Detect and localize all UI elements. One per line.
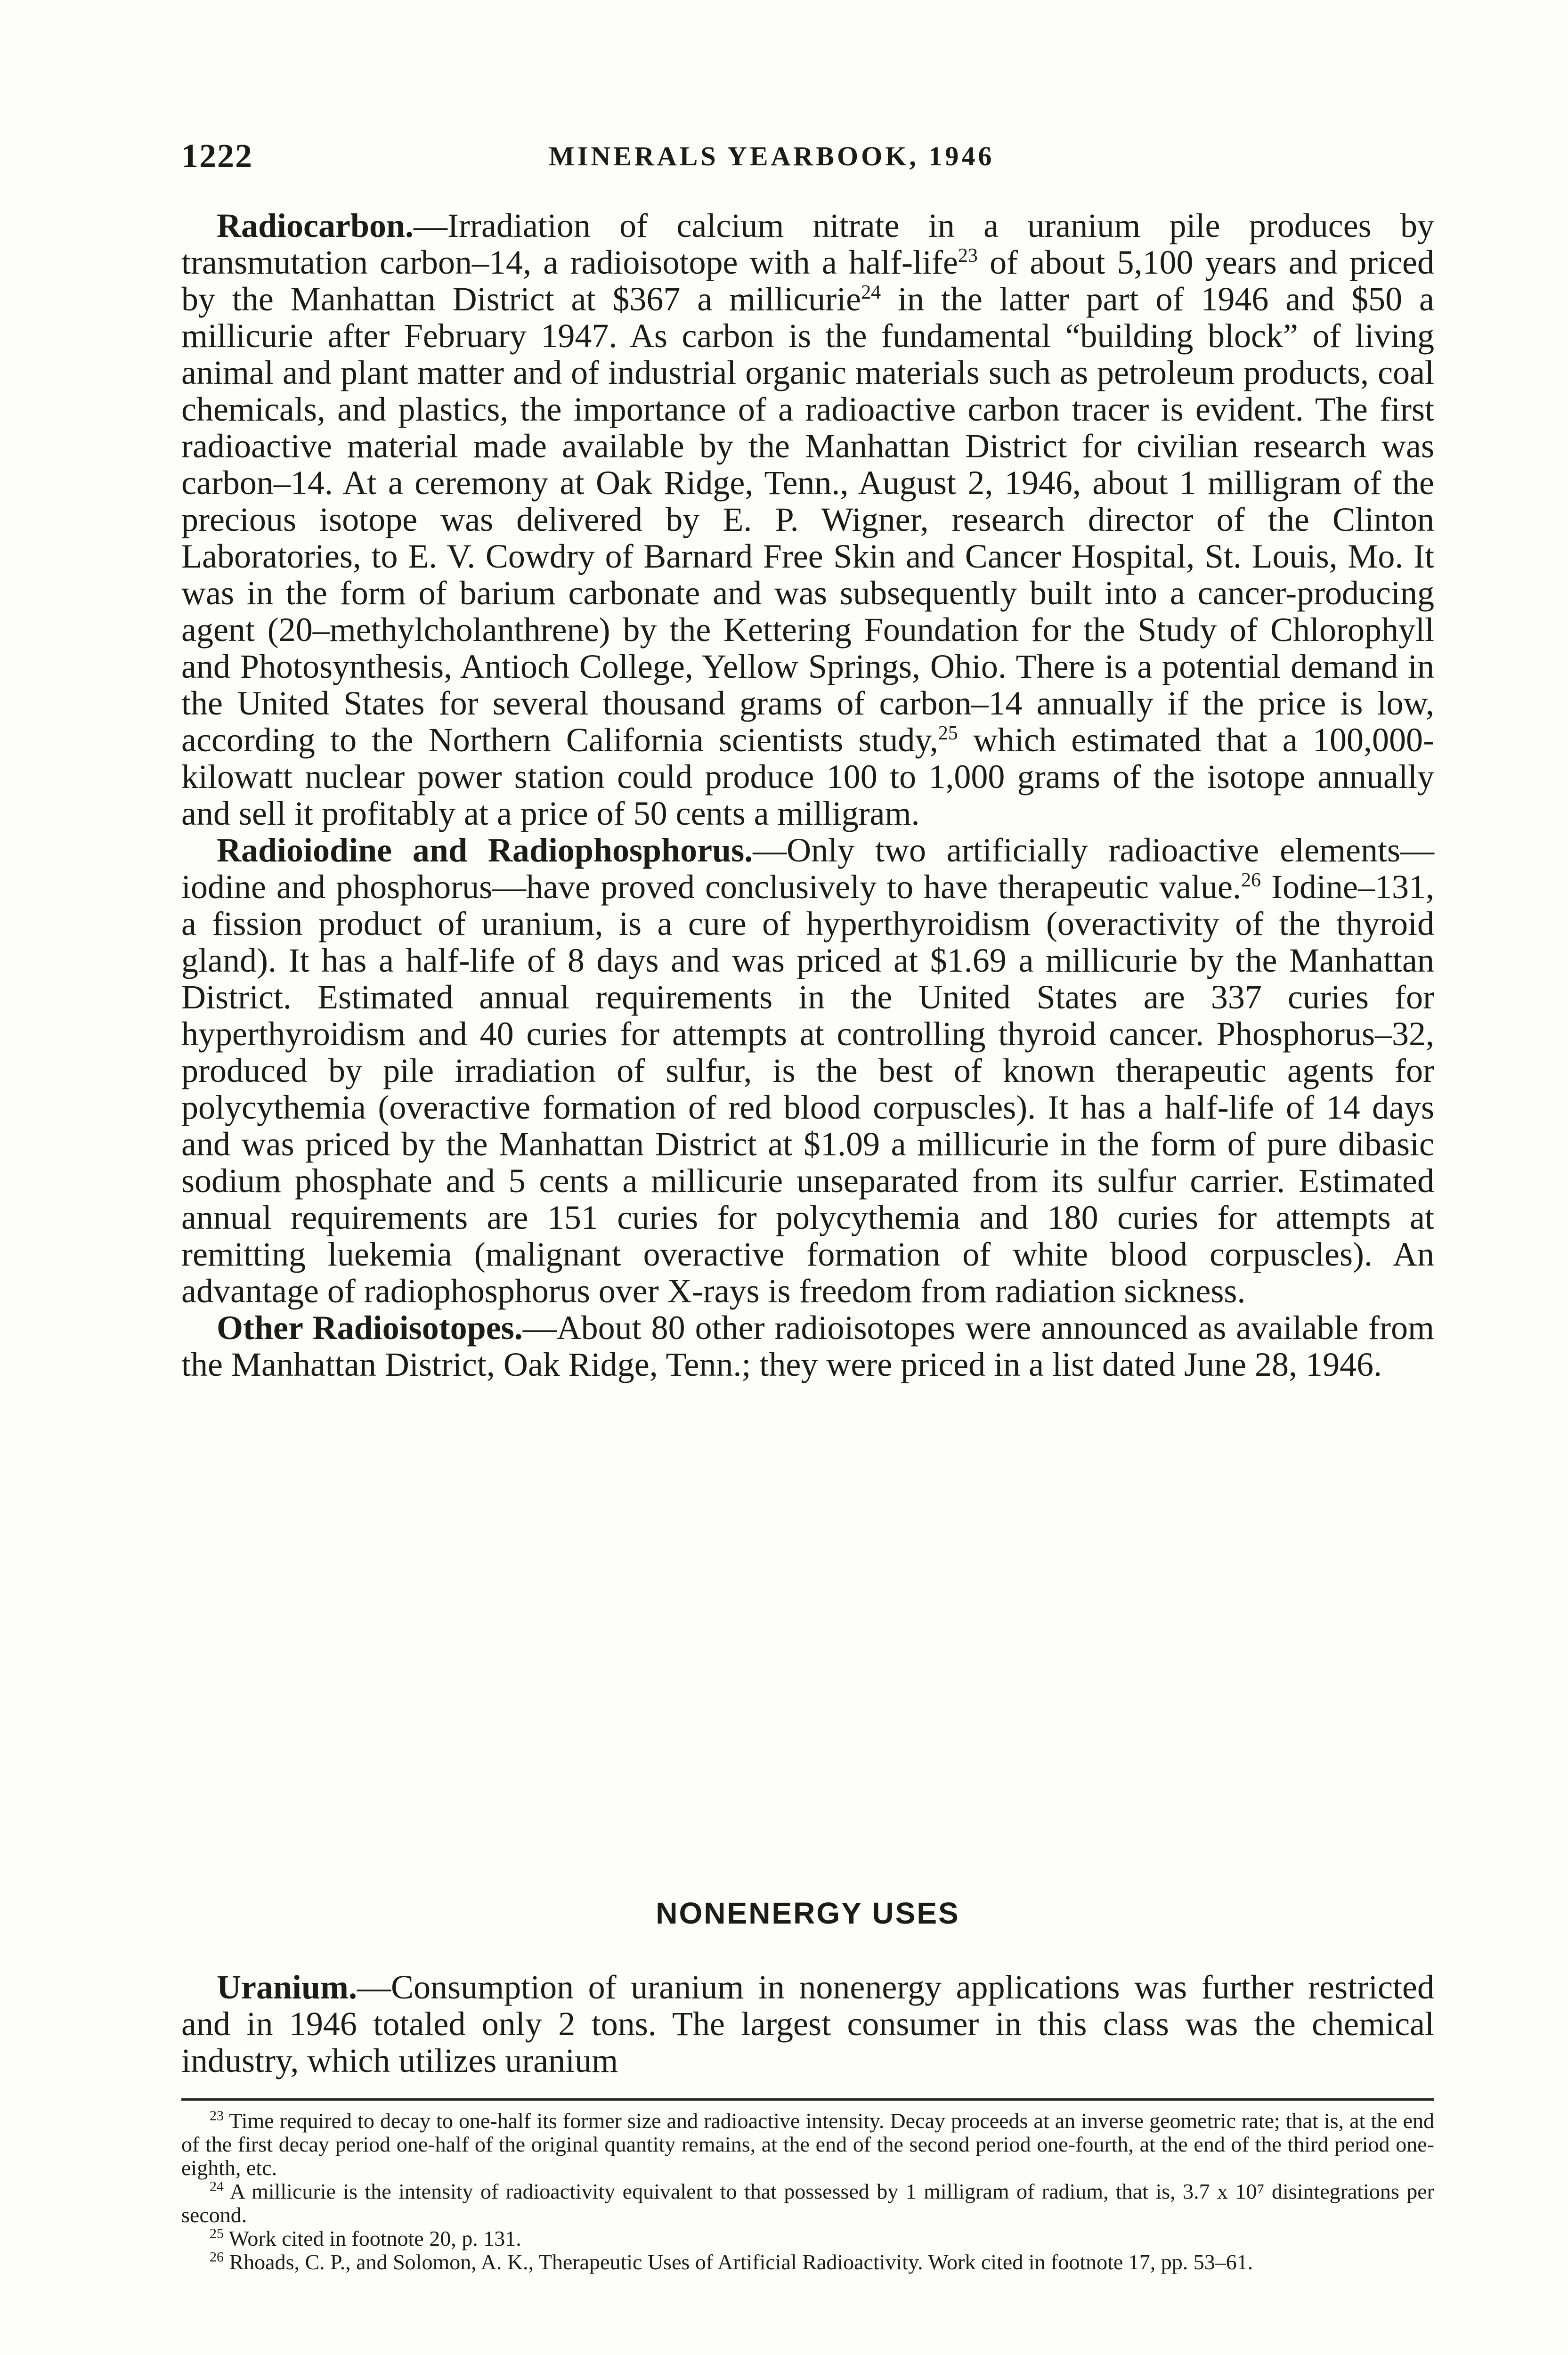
paragraph-other-radioisotopes [181,1309,1434,1383]
footnote-mark: 26 [210,2249,224,2265]
paragraph-text: —Consumption of uranium in nonenergy applications was further restricted and in 1946 totaled only 2 tons. The largest consumer in this class was the chemical industry, which utilizes uranium [181,1968,1434,2079]
footnote-ref-25[interactable]: 25 [938,723,958,744]
footnote-text: Time required to decay to one-half its former size and radioactive intensity. Decay proceeds at an inverse geometric rate; that is, at the end of the first decay period one-half of the original quantity remains, at the end of the second period one-fourth, at the end of the third period one-eighth, etc. [181,2109,1434,2180]
section-heading: NONENERGY USES [656,1896,960,1930]
paragraph-radiocarbon [181,207,1434,832]
footnote-text: Rhoads, C. P., and Solomon, A. K., Therapeutic Uses of Artificial Radioactivity. Work cited in footnote 17, pp. 53–61. [229,2250,1253,2274]
footnote [181,2250,1434,2274]
paragraph-text: —About 80 other radioisotopes were announced as available from the Manhattan District, Oak Ridge, Tenn.; they were priced in a list dated June 28, 1946. [181,1309,1434,1383]
footnote [181,2227,1434,2250]
paragraph-text: of about 5,100 years and priced by the Manhattan District at $367 a millicurie [181,244,1434,318]
run-in-heading-uranium: Uranium. [217,1968,357,2006]
main-text [181,207,1434,1383]
paragraph-text: which estimated that a 100,000-kilowatt nuclear power station could produce 100 to 1,000 grams of the isotope annually and sell it profitably at a price of 50 cents a milligram. [181,721,1434,832]
paragraph-text: Iodine–131, a fission product of uranium, is a cure of hyperthyroidism (overactivity of the thyroid gland). It has a half-life of 8 days and was priced at $1.69 a millicurie by the Manhattan District. Estimated annual requirements in the United States are 337 curies for hyperthyroidism and 40 curies for attempts at controlling thyroid cancer. Phosphorus–32, produced by pile irradiation of sulfur, is the best of known therapeutic agents for polycythemia (overactive formation of red blood corpuscles). It has a half-life of 14 days and was priced by the Manhattan District at $1.09 a millicurie in the form of pure dibasic sodium phosphate and 5 cents a millicurie unseparated from its sulfur carrier. Estimated annual requirements are 151 curies for polycythemia and 180 curies for attempts at remitting luekemia (malignant overactive formation of white blood corpuscles). An advantage of radiophosphorus over X-rays is freedom from radiation sickness. [181,868,1435,1310]
run-in-heading-radioiodine: Radioiodine and Radiophosphorus. [217,831,753,869]
footnote-ref-23[interactable]: 23 [958,245,978,267]
footnotes [181,2109,1434,2274]
footnote-ref-26[interactable]: 26 [1241,869,1261,891]
footnote-text: Work cited in footnote 20, p. 131. [228,2226,521,2250]
footnote [181,2109,1434,2180]
run-in-heading-radiocarbon: Radiocarbon. [217,207,414,244]
main-text-continued [181,1969,1434,2079]
footnote-mark: 24 [210,2178,224,2194]
page-number: 1222 [181,137,253,175]
paragraph-text: —Irradiation of calcium nitrate in a uranium pile produces by transmutation carbon–14, a radioisotope with a half-life [181,207,1434,281]
footnote-mark: 25 [210,2225,224,2241]
footnote-text: A millicurie is the intensity of radioactivity equivalent to that possessed by 1 milligram of radium, that is, 3.7 x 10⁷ disintegrations per second. [181,2179,1435,2227]
footnote-ref-24[interactable]: 24 [861,282,881,303]
run-in-heading-other: Other Radioisotopes. [217,1309,523,1347]
paragraph-radioiodine [181,832,1434,1309]
paragraph-uranium [181,1969,1434,2079]
paragraph-text: in the latter part of 1946 and $50 a millicurie after February 1947. As carbon is the fundamental “building block” of living animal and plant matter and of industrial organic materials such as petroleum products, coal chemicals, and plastics, the importance of a radioactive carbon tracer is evident. The first radioactive material made available by the Manhattan District for civilian research was carbon–14. At a ceremony at Oak Ridge, Tenn., August 2, 1946, about 1 milligram of the precious isotope was delivered by E. P. Wigner, research director of the Clinton Laboratories, to E. V. Cowdry of Barnard Free Skin and Cancer Hospital, St. Louis, Mo. It was in the form of barium carbonate and was subsequently built into a cancer-producing agent (20–methylcholanthrene) by the Kettering Foundation for the Study of Chlorophyll and Photosynthesis, Antioch College, Yellow Springs, Ohio. There is a potential demand in the United States for several thousand grams of carbon–14 annually if the price is low, according to the Northern California scientists study, [181,280,1434,759]
paragraph-text: —Only two artificially radioactive elements—iodine and phosphorus—have proved conclusively to have therapeutic value. [181,831,1434,906]
running-head: MINERALS YEARBOOK, 1946 [549,141,995,171]
footnote-mark: 23 [210,2108,224,2124]
footnote-divider [181,2098,1434,2101]
page-header [181,137,1434,179]
footnote [181,2180,1434,2227]
